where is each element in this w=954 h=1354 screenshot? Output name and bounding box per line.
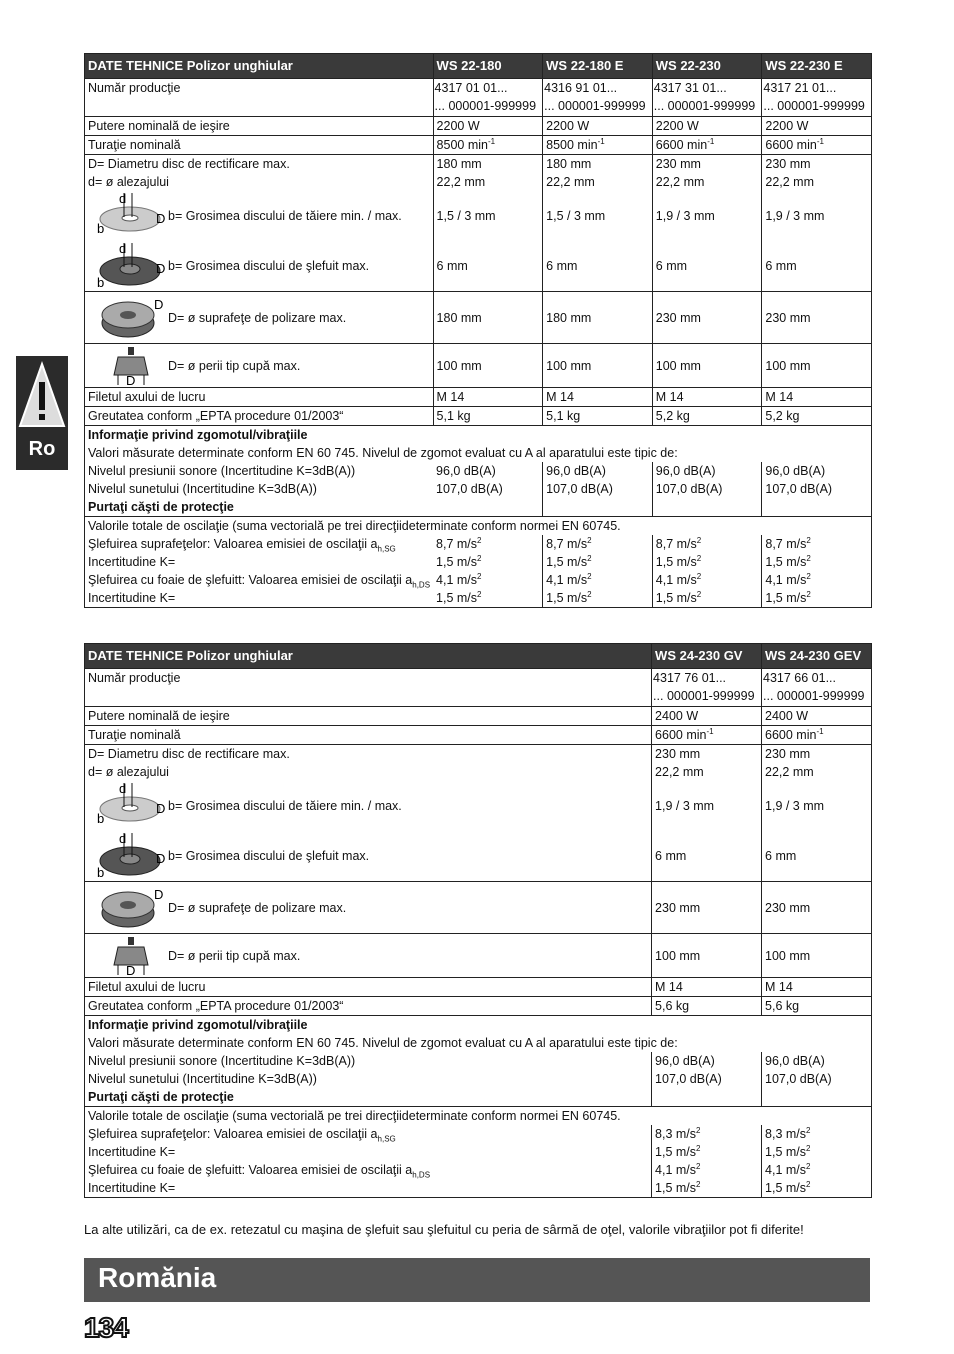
cell-value: 8,7 m/s xyxy=(546,537,588,551)
cell-value: 1,5 m/s xyxy=(655,1181,697,1195)
cell-value: 1,9 / 3 mm xyxy=(765,209,825,223)
cell-value: 1,9 / 3 mm xyxy=(655,799,715,813)
table-row xyxy=(85,426,872,463)
cell-value: 8500 min xyxy=(546,138,598,152)
table-row xyxy=(85,997,872,1016)
unit-exponent: -1 xyxy=(597,136,605,146)
unit-exponent: -1 xyxy=(816,136,824,146)
cell-value: 4,1 m/s xyxy=(436,573,478,587)
cell-value: 230 mm xyxy=(655,747,701,761)
page-number: 134 xyxy=(84,1312,128,1343)
table-row xyxy=(85,882,872,934)
cell-value: 180 mm xyxy=(433,292,543,344)
icon-letter: d xyxy=(119,241,127,256)
cell-value: 107,0 dB(A) xyxy=(765,482,833,496)
noise-intro: Valori măsurate determinate conform EN 60 745. Nivelul de zgomot evaluat cu A al aparatului este tipic de: xyxy=(88,1036,678,1050)
cell-value: 100 mm xyxy=(433,344,543,388)
cell-value: 1,9 / 3 mm xyxy=(765,799,825,813)
cell-value: 6 mm xyxy=(546,259,578,273)
prod-number: 4317 21 01... xyxy=(763,81,837,95)
row-label: Incertitudine K= xyxy=(88,591,176,605)
table-row xyxy=(85,517,872,536)
cell-value: 1,9 / 3 mm xyxy=(655,209,715,223)
protection-note: Purtaţi căşti de protecţie xyxy=(88,1090,234,1104)
cell-value: 8,7 m/s xyxy=(436,537,478,551)
unit-exponent: 2 xyxy=(696,535,702,545)
model-header: WS 22-230 E xyxy=(762,54,872,79)
prod-number: 4316 91 01... xyxy=(544,81,618,95)
unit-exponent: 2 xyxy=(587,589,592,599)
cell-value: 6600 min xyxy=(765,728,817,742)
prod-serial: ... 000001-999999 xyxy=(763,99,865,113)
unit-exponent: 2 xyxy=(587,571,592,581)
table-row xyxy=(85,155,872,292)
unit-exponent: 2 xyxy=(806,553,811,563)
table-row xyxy=(85,136,872,155)
unit-exponent: -1 xyxy=(487,136,496,146)
cell-value: 22,2 mm xyxy=(765,175,815,189)
table-row xyxy=(85,79,872,117)
cell-value: M 14 xyxy=(652,388,762,407)
prod-serial: ... 000001-999999 xyxy=(653,689,755,703)
table-row xyxy=(85,535,872,608)
icon-letter: b xyxy=(97,275,105,290)
table-row xyxy=(85,726,872,745)
table-row xyxy=(85,292,872,344)
row-label: Şlefuirea cu foaie de şlefuitt: Valoarea emisiei de oscilaţii a xyxy=(88,1163,413,1177)
cell-value: 6 mm xyxy=(765,259,797,273)
cell-value: 1,5 / 3 mm xyxy=(436,209,496,223)
icon-letter: D xyxy=(126,962,136,978)
prod-serial: ... 000001-999999 xyxy=(763,689,865,703)
table-row xyxy=(85,669,872,707)
cell-value: 180 mm xyxy=(436,157,482,171)
unit-exponent: -1 xyxy=(707,136,715,146)
row-label: Turaţie nominală xyxy=(85,726,652,745)
cell-value: 4,1 m/s xyxy=(765,1163,807,1177)
vibration-intro: Valorile totale de oscilaţie (suma vectorială pe trei direcţiideterminate conform normei EN 60745. xyxy=(88,1109,621,1123)
cell-value: 100 mm xyxy=(762,934,872,978)
row-label: Filetul axului de lucru xyxy=(85,978,652,997)
unit-exponent: 2 xyxy=(696,1179,701,1189)
language-bar xyxy=(84,1258,870,1302)
unit-exponent: 2 xyxy=(696,553,702,563)
cell-value: 107,0 dB(A) xyxy=(655,482,723,496)
table-row xyxy=(85,1125,872,1198)
row-label: Greutatea conform „EPTA procedure 01/2003“ xyxy=(85,407,434,426)
row-label: Turaţie nominală xyxy=(85,136,434,155)
cell-value: 6600 min xyxy=(655,728,707,742)
prod-number: 4317 66 01... xyxy=(763,671,836,685)
unit-exponent: 2 xyxy=(477,571,482,581)
cell-value: M 14 xyxy=(762,388,872,407)
noise-title: Informaţie privind zgomotul/vibraţiile xyxy=(88,1018,308,1032)
cell-value: 6 mm xyxy=(436,259,468,273)
warning-icon xyxy=(16,356,68,436)
cell-value: 22,2 mm xyxy=(765,765,814,779)
subscript: h,SG xyxy=(377,544,396,554)
icon-letter: D xyxy=(156,851,166,866)
cell-value: 4,1 m/s xyxy=(546,573,588,587)
language-code: Ro xyxy=(28,438,56,460)
noise-title: Informaţie privind zgomotul/vibraţiile xyxy=(88,428,308,442)
prod-number: 4317 31 01... xyxy=(653,81,727,95)
cell-value: 1,5 m/s xyxy=(765,1181,807,1195)
prod-serial: ... 000001-999999 xyxy=(434,99,537,113)
row-label: Putere nominală de ieşire xyxy=(85,707,652,726)
cell-value: 100 mm xyxy=(652,934,762,978)
row-label: Incertitudine K= xyxy=(88,555,176,569)
cell-value: 1,5 m/s xyxy=(655,1145,697,1159)
model-header: WS 22-180 E xyxy=(543,54,653,79)
cell-value: 22,2 mm xyxy=(546,175,595,189)
icon-letter: D xyxy=(156,801,166,816)
cell-value: 230 mm xyxy=(765,157,811,171)
table-header-title: DATE TEHNICE Polizor unghiular xyxy=(85,644,652,669)
cell-value: 96,0 dB(A) xyxy=(765,464,826,478)
sanding-pad-icon xyxy=(88,883,168,933)
table-row xyxy=(85,934,872,978)
unit-exponent: 2 xyxy=(806,1161,811,1171)
row-label: Şlefuirea cu foaie de şlefuitt: Valoarea emisiei de oscilaţii a xyxy=(88,573,413,587)
cell-value: 230 mm xyxy=(655,157,701,171)
row-label: Număr producţie xyxy=(85,79,434,117)
cell-value: 1,5 m/s xyxy=(765,555,807,569)
subscript: h,SG xyxy=(377,1134,396,1144)
row-label: Şlefuirea suprafeţelor: Valoarea emisiei de oscilaţii a xyxy=(88,537,378,551)
cell-value: 2400 W xyxy=(762,707,872,726)
cell-value: 230 mm xyxy=(652,292,762,344)
cell-value: 6600 min xyxy=(655,138,708,152)
unit-exponent: 2 xyxy=(806,1125,811,1135)
model-header: WS 24-230 GEV xyxy=(762,644,872,669)
prod-serial: ... 000001-999999 xyxy=(653,99,756,113)
table-row xyxy=(85,707,872,726)
cell-value: 4,1 m/s xyxy=(655,1163,697,1177)
cell-value: 1,5 m/s xyxy=(765,591,807,605)
cell-value: M 14 xyxy=(762,978,872,997)
table-row xyxy=(85,344,872,388)
unit-exponent: -1 xyxy=(706,726,714,736)
table-header-title: DATE TEHNICE Polizor unghiular xyxy=(85,54,434,79)
icon-letter: d xyxy=(119,191,127,206)
row-label: Putere nominală de ieşire xyxy=(85,117,434,136)
tech-table-1 xyxy=(84,53,872,608)
icon-letter: b xyxy=(97,811,105,826)
cell-value: 8,7 m/s xyxy=(765,537,807,551)
unit-exponent: 2 xyxy=(696,1143,701,1153)
cell-value: 5,1 kg xyxy=(433,407,543,426)
cell-value: 5,6 kg xyxy=(762,997,872,1016)
unit-exponent: 2 xyxy=(587,553,592,563)
cell-value: 8,7 m/s xyxy=(655,537,697,551)
cup-brush-icon xyxy=(88,341,168,391)
model-header: WS 22-180 xyxy=(433,54,543,79)
prod-serial: ... 000001-999999 xyxy=(544,99,646,113)
grinding-disc-icon xyxy=(88,831,168,881)
unit-exponent: 2 xyxy=(477,553,482,563)
cell-value: 96,0 dB(A) xyxy=(765,1054,825,1068)
cell-value: 1,5 m/s xyxy=(546,555,588,569)
cell-value: 230 mm xyxy=(652,882,762,934)
cell-value: 96,0 dB(A) xyxy=(546,464,606,478)
row-label: b= Grosimea discului de şlefuit max. xyxy=(168,849,370,863)
cell-value: 8500 min xyxy=(436,138,488,152)
cell-value: 230 mm xyxy=(762,882,872,934)
unit-exponent: 2 xyxy=(696,571,702,581)
cell-value: 5,6 kg xyxy=(652,997,762,1016)
row-label: D= ø suprafeţe de polizare max. xyxy=(168,310,347,325)
footnote: La alte utilizări, ca de ex. retezatul cu maşina de şlefuit sau şlefuitul cu peria de sârmă de oţel, valorile vibraţiilor pot fi diferite! xyxy=(84,1222,804,1237)
row-label: Nivelul presiunii sonore (Incertitudine K=3dB(A)) xyxy=(88,1054,356,1068)
icon-letter: D xyxy=(156,211,166,226)
cell-value: 6 mm xyxy=(655,259,688,273)
cell-value: 6600 min xyxy=(765,138,817,152)
row-label: Incertitudine K= xyxy=(88,1145,176,1159)
row-label: D= ø perii tip cupă max. xyxy=(168,358,301,373)
icon-letter: d xyxy=(119,831,127,846)
row-label: d= ø alezajului xyxy=(88,765,169,779)
icon-letter: d xyxy=(119,781,127,796)
cell-value: 107,0 dB(A) xyxy=(765,1072,832,1086)
cell-value: 230 mm xyxy=(762,292,872,344)
noise-intro: Valori măsurate determinate conform EN 60 745. Nivelul de zgomot evaluat cu A al aparatului este tipic de: xyxy=(88,446,678,460)
row-label: D= Diametru disc de rectificare max. xyxy=(88,157,290,171)
subscript: h,DS xyxy=(412,580,431,590)
vibration-intro: Valorile totale de oscilaţie (suma vectorială pe trei direcţiideterminate conform normei EN 60745. xyxy=(88,519,621,533)
cell-value: 107,0 dB(A) xyxy=(546,482,613,496)
unit-exponent: 2 xyxy=(477,589,482,599)
cell-value: 6 mm xyxy=(765,849,797,863)
cell-value: 1,5 m/s xyxy=(436,555,478,569)
row-label: D= ø suprafeţe de polizare max. xyxy=(168,900,347,915)
model-header: WS 22-230 xyxy=(652,54,762,79)
cell-value: 2200 W xyxy=(543,117,653,136)
grinding-disc-icon xyxy=(88,241,168,291)
prod-number: 4317 76 01... xyxy=(653,671,727,685)
cell-value: 1,5 / 3 mm xyxy=(546,209,606,223)
unit-exponent: 2 xyxy=(696,1161,701,1171)
cell-value: 4,1 m/s xyxy=(655,573,697,587)
table-row xyxy=(85,745,872,882)
prod-number: 4317 01 01... xyxy=(434,81,508,95)
icon-letter: b xyxy=(97,221,105,236)
cell-value: 8,3 m/s xyxy=(765,1127,807,1141)
cell-value: 22,2 mm xyxy=(436,175,486,189)
cell-value: 5,2 kg xyxy=(652,407,762,426)
cell-value: 1,5 m/s xyxy=(436,591,478,605)
row-label: d= ø alezajului xyxy=(88,175,169,189)
subscript: h,DS xyxy=(412,1170,431,1180)
unit-exponent: 2 xyxy=(806,571,811,581)
cell-value: M 14 xyxy=(543,388,653,407)
unit-exponent: 2 xyxy=(806,1179,811,1189)
cell-value: 180 mm xyxy=(543,292,653,344)
table-row xyxy=(85,1052,872,1107)
cell-value: 100 mm xyxy=(652,344,762,388)
cell-value: 6 mm xyxy=(655,849,687,863)
cell-value: 4,1 m/s xyxy=(765,573,807,587)
table-row xyxy=(85,407,872,426)
cutting-disc-icon xyxy=(88,191,168,241)
cell-value: 100 mm xyxy=(762,344,872,388)
language-title: Romănia xyxy=(98,1262,217,1293)
unit-exponent: -1 xyxy=(816,726,824,736)
table-row xyxy=(85,978,872,997)
cell-value: 1,5 m/s xyxy=(546,591,588,605)
row-label: Incertitudine K= xyxy=(88,1181,176,1195)
row-label: D= ø perii tip cupă max. xyxy=(168,948,301,963)
tech-table-2 xyxy=(84,643,872,1198)
row-label: Şlefuirea suprafeţelor: Valoarea emisiei de oscilaţii a xyxy=(88,1127,378,1141)
cell-value: 180 mm xyxy=(546,157,592,171)
icon-letter: D xyxy=(156,261,166,276)
row-label: Greutatea conform „EPTA procedure 01/2003“ xyxy=(85,997,652,1016)
cell-value: M 14 xyxy=(433,388,543,407)
row-label: Filetul axului de lucru xyxy=(85,388,434,407)
cell-value: 22,2 mm xyxy=(655,175,705,189)
cup-brush-icon xyxy=(88,931,168,981)
cell-value: 100 mm xyxy=(543,344,653,388)
icon-letter: D xyxy=(154,886,164,902)
sanding-pad-icon xyxy=(88,293,168,343)
unit-exponent: 2 xyxy=(806,535,811,545)
cell-value: 8,3 m/s xyxy=(655,1127,697,1141)
cell-value: 2200 W xyxy=(652,117,762,136)
unit-exponent: 2 xyxy=(696,1125,701,1135)
unit-exponent: 2 xyxy=(477,535,482,545)
row-label: b= Grosimea discului de şlefuit max. xyxy=(168,259,370,273)
cell-value: 107,0 dB(A) xyxy=(436,482,503,496)
cell-value: 2200 W xyxy=(433,117,543,136)
cell-value: 5,1 kg xyxy=(543,407,653,426)
cell-value: M 14 xyxy=(652,978,762,997)
unit-exponent: 2 xyxy=(806,1143,811,1153)
table-row xyxy=(85,462,872,517)
row-label: Nivelul sunetului (Incertitudine K=3dB(A)) xyxy=(88,1072,317,1086)
protection-note: Purtaţi căşti de protecţie xyxy=(88,500,234,514)
cell-value: 230 mm xyxy=(765,747,811,761)
cell-value: 2200 W xyxy=(762,117,872,136)
cell-value: 1,5 m/s xyxy=(765,1145,807,1159)
cell-value: 5,2 kg xyxy=(762,407,872,426)
table-row xyxy=(85,1016,872,1053)
row-label: Nivelul presiunii sonore (Incertitudine K=3dB(A)) xyxy=(88,464,356,478)
cell-value: 1,5 m/s xyxy=(655,555,697,569)
icon-letter: D xyxy=(154,296,164,312)
cell-value: 22,2 mm xyxy=(655,765,704,779)
cell-value: 96,0 dB(A) xyxy=(655,1054,715,1068)
cell-value: 96,0 dB(A) xyxy=(655,464,716,478)
table-row xyxy=(85,388,872,407)
icon-letter: b xyxy=(97,865,105,880)
cell-value: 2400 W xyxy=(652,707,762,726)
row-label: b= Grosimea discului de tăiere min. / max. xyxy=(168,799,402,813)
icon-letter: D xyxy=(126,372,136,388)
table-row xyxy=(85,117,872,136)
row-label: Nivelul sunetului (Incertitudine K=3dB(A)) xyxy=(88,482,317,496)
cell-value: 107,0 dB(A) xyxy=(655,1072,722,1086)
cell-value: 96,0 dB(A) xyxy=(436,464,496,478)
cell-value: 1,5 m/s xyxy=(655,591,697,605)
table-row xyxy=(85,1107,872,1126)
row-label: Număr producţie xyxy=(85,669,652,707)
row-label: b= Grosimea discului de tăiere min. / max. xyxy=(168,209,402,223)
language-side-tab xyxy=(16,356,68,470)
unit-exponent: 2 xyxy=(806,589,811,599)
unit-exponent: 2 xyxy=(587,535,592,545)
row-label: D= Diametru disc de rectificare max. xyxy=(88,747,290,761)
cutting-disc-icon xyxy=(88,781,168,831)
unit-exponent: 2 xyxy=(696,589,702,599)
model-header: WS 24-230 GV xyxy=(652,644,762,669)
